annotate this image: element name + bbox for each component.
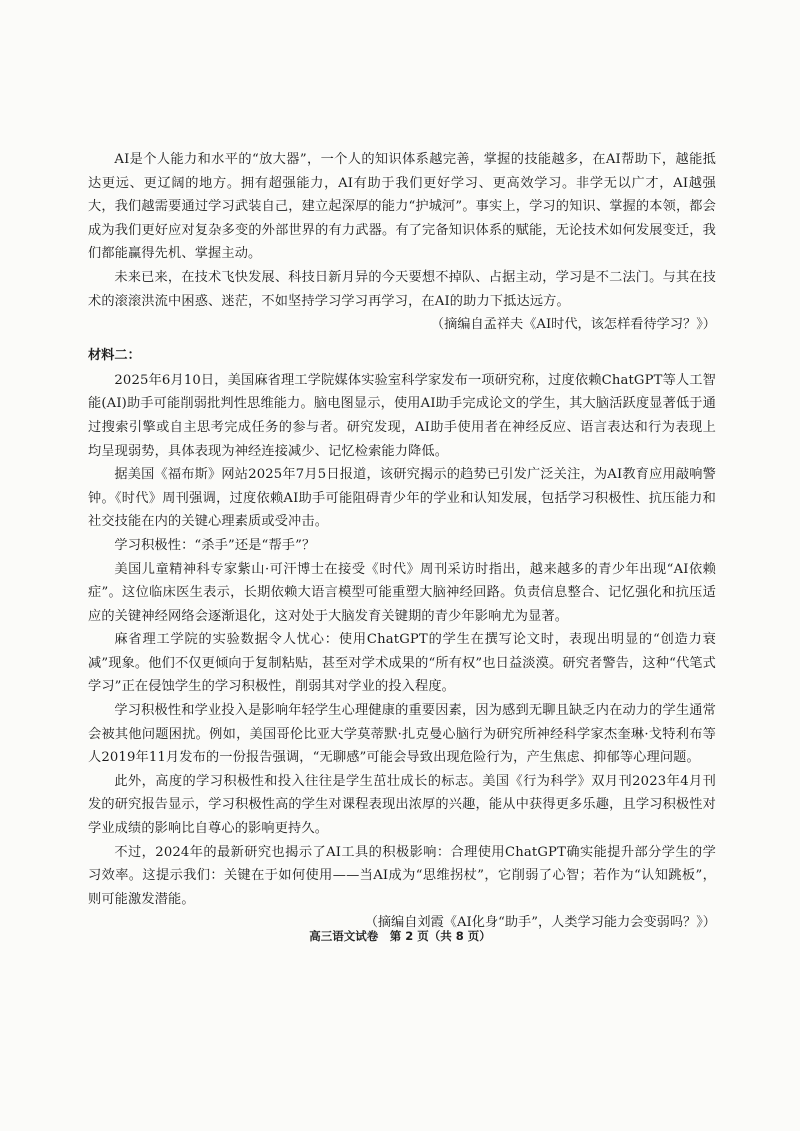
page-footer: 高三语文试卷 第 2 页（共 8 页） bbox=[309, 929, 491, 943]
paragraph: 2025年6月10日，美国麻省理工学院媒体实验室科学家发布一项研究称，过度依赖ChatGPT等人工智能(AI)助手可能削弱批判性思维能力。脑电图显示，使用AI助手完成论文的学生，其大脑活跃度显著低于通过搜索引擎或自主思考完成任务的参与者。研究发现，AI助手使用者在神经反应、语言表达和行为表现上均呈现弱势，具体表现为神经连接减少、记忆检索能力降低。 bbox=[88, 372, 716, 459]
paragraph: 学习积极性和学业投入是影响年轻学生心理健康的重要因素，因为感到无聊且缺乏内在动力的学生通常会被其他问题困扰。例如，美国哥伦比亚大学莫蒂默·扎克曼心脑行为研究所神经科学家杰奎琳·戈特利布等人2019年11月发布的一份报告强调，“无聊感”可能会导致出现危险行为，产生焦虑、抑郁等心理问题。 bbox=[88, 703, 716, 766]
section-heading: 材料二： bbox=[88, 347, 141, 363]
source-citation: （摘编自刘霞《AI化身“助手”，人类学习能力会变弱吗？》） bbox=[364, 915, 716, 931]
paragraph: 此外，高度的学习积极性和投入往往是学生茁壮成长的标志。美国《行为科学》双月刊2023年4月刊发的研究报告显示，学习积极性高的学生对课程表现出浓厚的兴趣，能从中获得更多乐趣，且学习积极性对学业成绩的影响比自尊心的影响更持久。 bbox=[88, 773, 716, 837]
paragraph: 麻省理工学院的实验数据令人忧心：使用ChatGPT的学生在撰写论文时，表现出明显的“创造力衰减”现象。他们不仅更倾向于复制粘贴，甚至对学术成果的“所有权”也日益淡漠。研究者警告，这种“代笔式学习”正在侵蚀学生的学习积极性，削弱其对学业的投入程度。 bbox=[88, 632, 716, 695]
article-body bbox=[88, 148, 716, 935]
subheading: 学习积极性：“杀手”还是“帮手”？ bbox=[114, 537, 316, 553]
paragraph: 未来已来，在技术飞快发展、科技日新月异的今天要想不掉队、占据主动，学习是不二法门。与其在技术的滚滚洪流中困惑、迷茫，不如坚持学习学习再学习，在AI的助力下抵达远方。 bbox=[88, 269, 716, 309]
paragraph: 美国儿童精神科专家紫山·可汗博士在接受《时代》周刊采访时指出，越来越多的青少年出现“AI依赖症”。这位临床医生表示，长期依赖大语言模型可能重塑大脑神经回路。负责信息整合、记忆强化和抗压适应的关键神经网络会逐渐退化，这对处于大脑发育关键期的青少年影响尤为显著。 bbox=[88, 561, 716, 624]
source-citation: （摘编自孟祥夫《AI时代，该怎样看待学习？》） bbox=[430, 317, 716, 333]
paragraph: AI是个人能力和水平的“放大器”，一个人的知识体系越完善，掌握的技能越多，在AI帮助下，越能抵达更远、更辽阔的地方。拥有超强能力，AI有助于我们更好学习、更高效学习。非学无以广才，AI越强大，我们越需要通过学习武装自己，建立起深厚的能力“护城河”。事实上，学习的知识、掌握的本领，都会成为我们更好应对复杂多变的外部世界的有力武器。有了完备知识体系的赋能，无论技术如何发展变迁，我们都能赢得先机、掌握主动。 bbox=[88, 152, 716, 262]
paragraph: 据美国《福布斯》网站2025年7月5日报道，该研究揭示的趋势已引发广泛关注，为AI教育应用敲响警钟。《时代》周刊强调，过度依赖AI助手可能阻碍青少年的学业和认知发展，包括学习积极性、抗压能力和社交技能在内的关键心理素质或受冲击。 bbox=[88, 467, 716, 530]
paragraph: 不过，2024年的最新研究也揭示了AI工具的积极影响：合理使用ChatGPT确实能提升部分学生的学习效率。这提示我们：关键在于如何使用——当AI成为“思维拐杖”，它削弱了心智；若作为“认知跳板”，则可能激发潜能。 bbox=[88, 844, 716, 907]
